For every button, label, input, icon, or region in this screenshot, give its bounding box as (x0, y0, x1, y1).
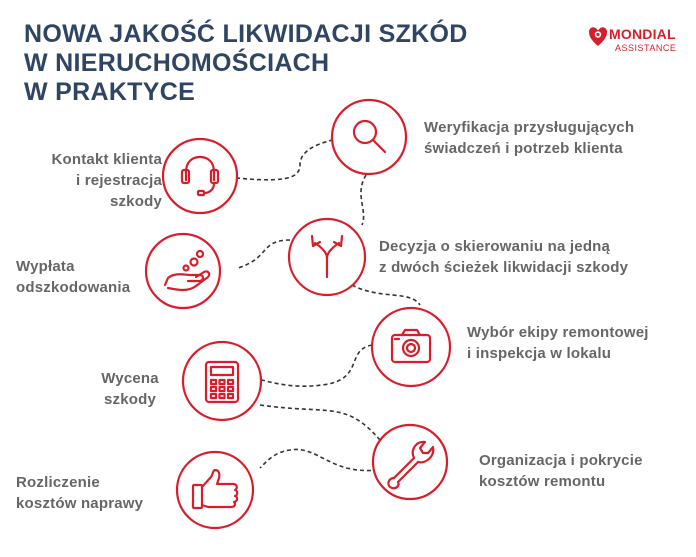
label-verify: Weryfikacja przysługujących świadczeń i potrzeb klienta (424, 119, 635, 157)
title-line-1: NOWA JAKOŚĆ LIKWIDACJI SZKÓD (24, 20, 468, 48)
logo-wordmark: MONDIAL (609, 26, 676, 42)
label-crew: Wybór ekipy remontowej i inspekcja w lokalu (467, 324, 649, 362)
connector-decision-crew (352, 285, 420, 305)
title-line-2: W NIERUCHOMOŚCIACH (24, 49, 330, 77)
connector-contact-verify (236, 140, 332, 180)
circle-contact (163, 139, 237, 213)
connector-decision-payout (238, 240, 290, 268)
label-payout: Wypłata odszkodowania (16, 258, 131, 296)
circle-payout (146, 234, 220, 308)
connector-valuation-organization (260, 405, 380, 440)
circle-verify (332, 100, 406, 174)
logo-subtitle: ASSISTANCE (615, 43, 677, 53)
connector-verify-decision (361, 175, 366, 225)
label-valuation: Wycena szkody (101, 370, 159, 408)
connectors (236, 140, 420, 471)
title-line-3: W PRAKTYCE (24, 78, 196, 106)
label-decision: Decyzja o skierowaniu na jedną z dwóch ścieżek likwidacji szkody (379, 238, 629, 276)
circle-crew (372, 308, 450, 386)
circle-settlement (177, 452, 253, 528)
connector-organization-settlement (260, 449, 378, 470)
connector-crew-valuation (262, 345, 372, 386)
label-organization: Organizacja i pokrycie kosztów remontu (479, 452, 643, 490)
label-contact: Kontakt klienta i rejestracja szkody (51, 151, 162, 210)
label-settlement: Rozliczenie kosztów naprawy (16, 474, 144, 512)
